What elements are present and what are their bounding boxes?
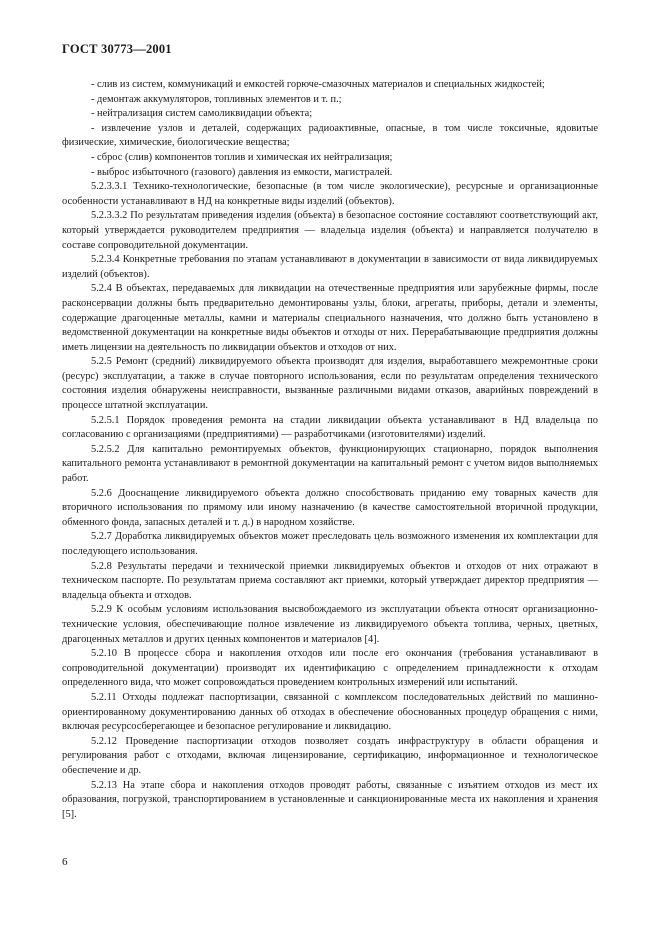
list-item: - выброс избыточного (газового) давления из емкости, магистралей.: [91, 166, 393, 178]
clause-5-2-8: 5.2.8 Результаты передачи и технической приемки ликвидируемых объектов и отходов от них отражают в техническом паспорте. По результатам приема составляют акт приемки, который утверждает директор предприятия — владельца объекта и отходов.: [62, 560, 598, 601]
list-item: - слив из систем, коммуникаций и емкостей горюче-смазочных материалов и специальных жидкостей;: [91, 79, 545, 90]
clause-5-2-9: 5.2.9 К особым условиям использования высвобождаемого из эксплуатации объекта относят организационно-технические условия, обеспечивающие полное извлечение из ликвидируемого объекта топлива, черных, цветных, драгоценных металлов и других ценных компонентов и материалов [4].: [62, 604, 598, 645]
clause-5-2-4: 5.2.4 В объектах, передаваемых для ликвидации на отечественные предприятия или зарубежные фирмы, после расконсервации должны быть предварительно демонтированы узлы, блоки, агрегаты, приборы, детали и элементы, содержащие драгоценные металлы, камни и материалы специального назначения, что должно быть установлено в ведомственной документации на конкретные виды объектов и отходы от них. Перерабатывающие предприятия должны иметь лицензии на деятельность по ликвидации объектов и отходов от них.: [62, 283, 598, 353]
list-item: - извлечение узлов и деталей, содержащих радиоактивные, опасные, в том числе токсичные, ядовитые физические, химические, биологические вещества;: [62, 122, 598, 149]
clause-5-2-6: 5.2.6 Дооснащение ликвидируемого объекта должно способствовать приданию ему товарных качеств для вторичного использования по прямому или иному назначению (в качестве самостоятельной вторичной продукции, обменного фонда, запасных деталей и т. д.) в народном хозяйстве.: [62, 487, 598, 528]
clause-5-2-3-4: 5.2.3.4 Конкретные требования по этапам устанавливают в документации в зависимости от вида ликвидируемых изделий (объектов).: [62, 254, 598, 280]
clause-5-2-12: 5.2.12 Проведение паспортизации отходов позволяет создать инфраструктуру в области обращения и регулирования работ с отходами, включая лицензирование, сертификацию, информационное и технологическое обеспечение и др.: [62, 735, 598, 776]
list-item: - нейтрализация систем самоликвидации объекта;: [91, 108, 313, 120]
clause-5-2-13: 5.2.13 На этапе сбора и накопления отходов проводят работы, связанные с изъятием отходов из мест их образования, погрузкой, транспортированием в установленные и санкционированные места их накопления и хранения [5].: [62, 779, 598, 820]
clause-5-2-7: 5.2.7 Доработка ликвидируемых объектов может преследовать цель возможного изменения их комплектации для последующего использования.: [62, 531, 598, 557]
clause-5-2-5-2: 5.2.5.2 Для капитально ремонтируемых объектов, функционирующих стационарно, порядок выполнения капитального ремонта устанавливают в ремонтной документации на капитальный ремонт с учетом видов выполняемых работ.: [62, 443, 598, 485]
clause-5-2-5-1: 5.2.5.1 Порядок проведения ремонта на стадии ликвидации объекта устанавливают в НД владельца по согласованию с организациями (предприятиями) — разработчиками (изготовителями) изделий.: [62, 414, 598, 441]
list-item: - демонтаж аккумуляторов, топливных элементов и т. п.;: [91, 93, 342, 105]
clause-5-2-11: 5.2.11 Отходы подлежат паспортизации, связанной с комплексом последовательных действий по машинно-ориентированному документированию данных об отходах в обеспечение обоснованных процедур обращения с ними, включая ресурсосберегающее и безопасное регулирование и ликвидацию.: [62, 691, 598, 733]
clause-5-2-5: 5.2.5 Ремонт (средний) ликвидируемого объекта производят для изделия, выработавшего межремонтные сроки (ресурс) эксплуатации, а также в случае повторного использования, если по результатам определения технического состояния изделия обнаружены неисправности, вызванные различными видами отказов, аварийных повреждений в процессе штатной эксплуатации.: [62, 356, 598, 412]
page-number: 6: [62, 856, 68, 868]
clause-5-2-3-3-2: 5.2.3.3.2 По результатам приведения изделия (объекта) в безопасное состояние составляют соответствующий акт, который утверждается руководителем предприятия — владельца изделия (объекта) и направляется получателю в составе сопроводительной документации.: [62, 210, 598, 251]
clause-5-2-10: 5.2.10 В процессе сбора и накопления отходов или после его окончания (требования устанавливают в сопроводительной документации) производят их идентификацию с определением принадлежности к отходам определенного вида, что может сопровождаться проведением контрольных измерений или испытаний.: [62, 648, 598, 689]
list-item: - сброс (слив) компонентов топлив и химическая их нейтрализация;: [91, 151, 393, 163]
standard-title: ГОСТ 30773—2001: [62, 42, 172, 56]
body-text: [62, 78, 598, 822]
clause-5-2-3-3-1: 5.2.3.3.1 Технико-технологические, безопасные (в том числе экологические), ресурсные и организационные особенности устанавливают в НД на конкретные виды изделий (объектов).: [62, 181, 598, 207]
